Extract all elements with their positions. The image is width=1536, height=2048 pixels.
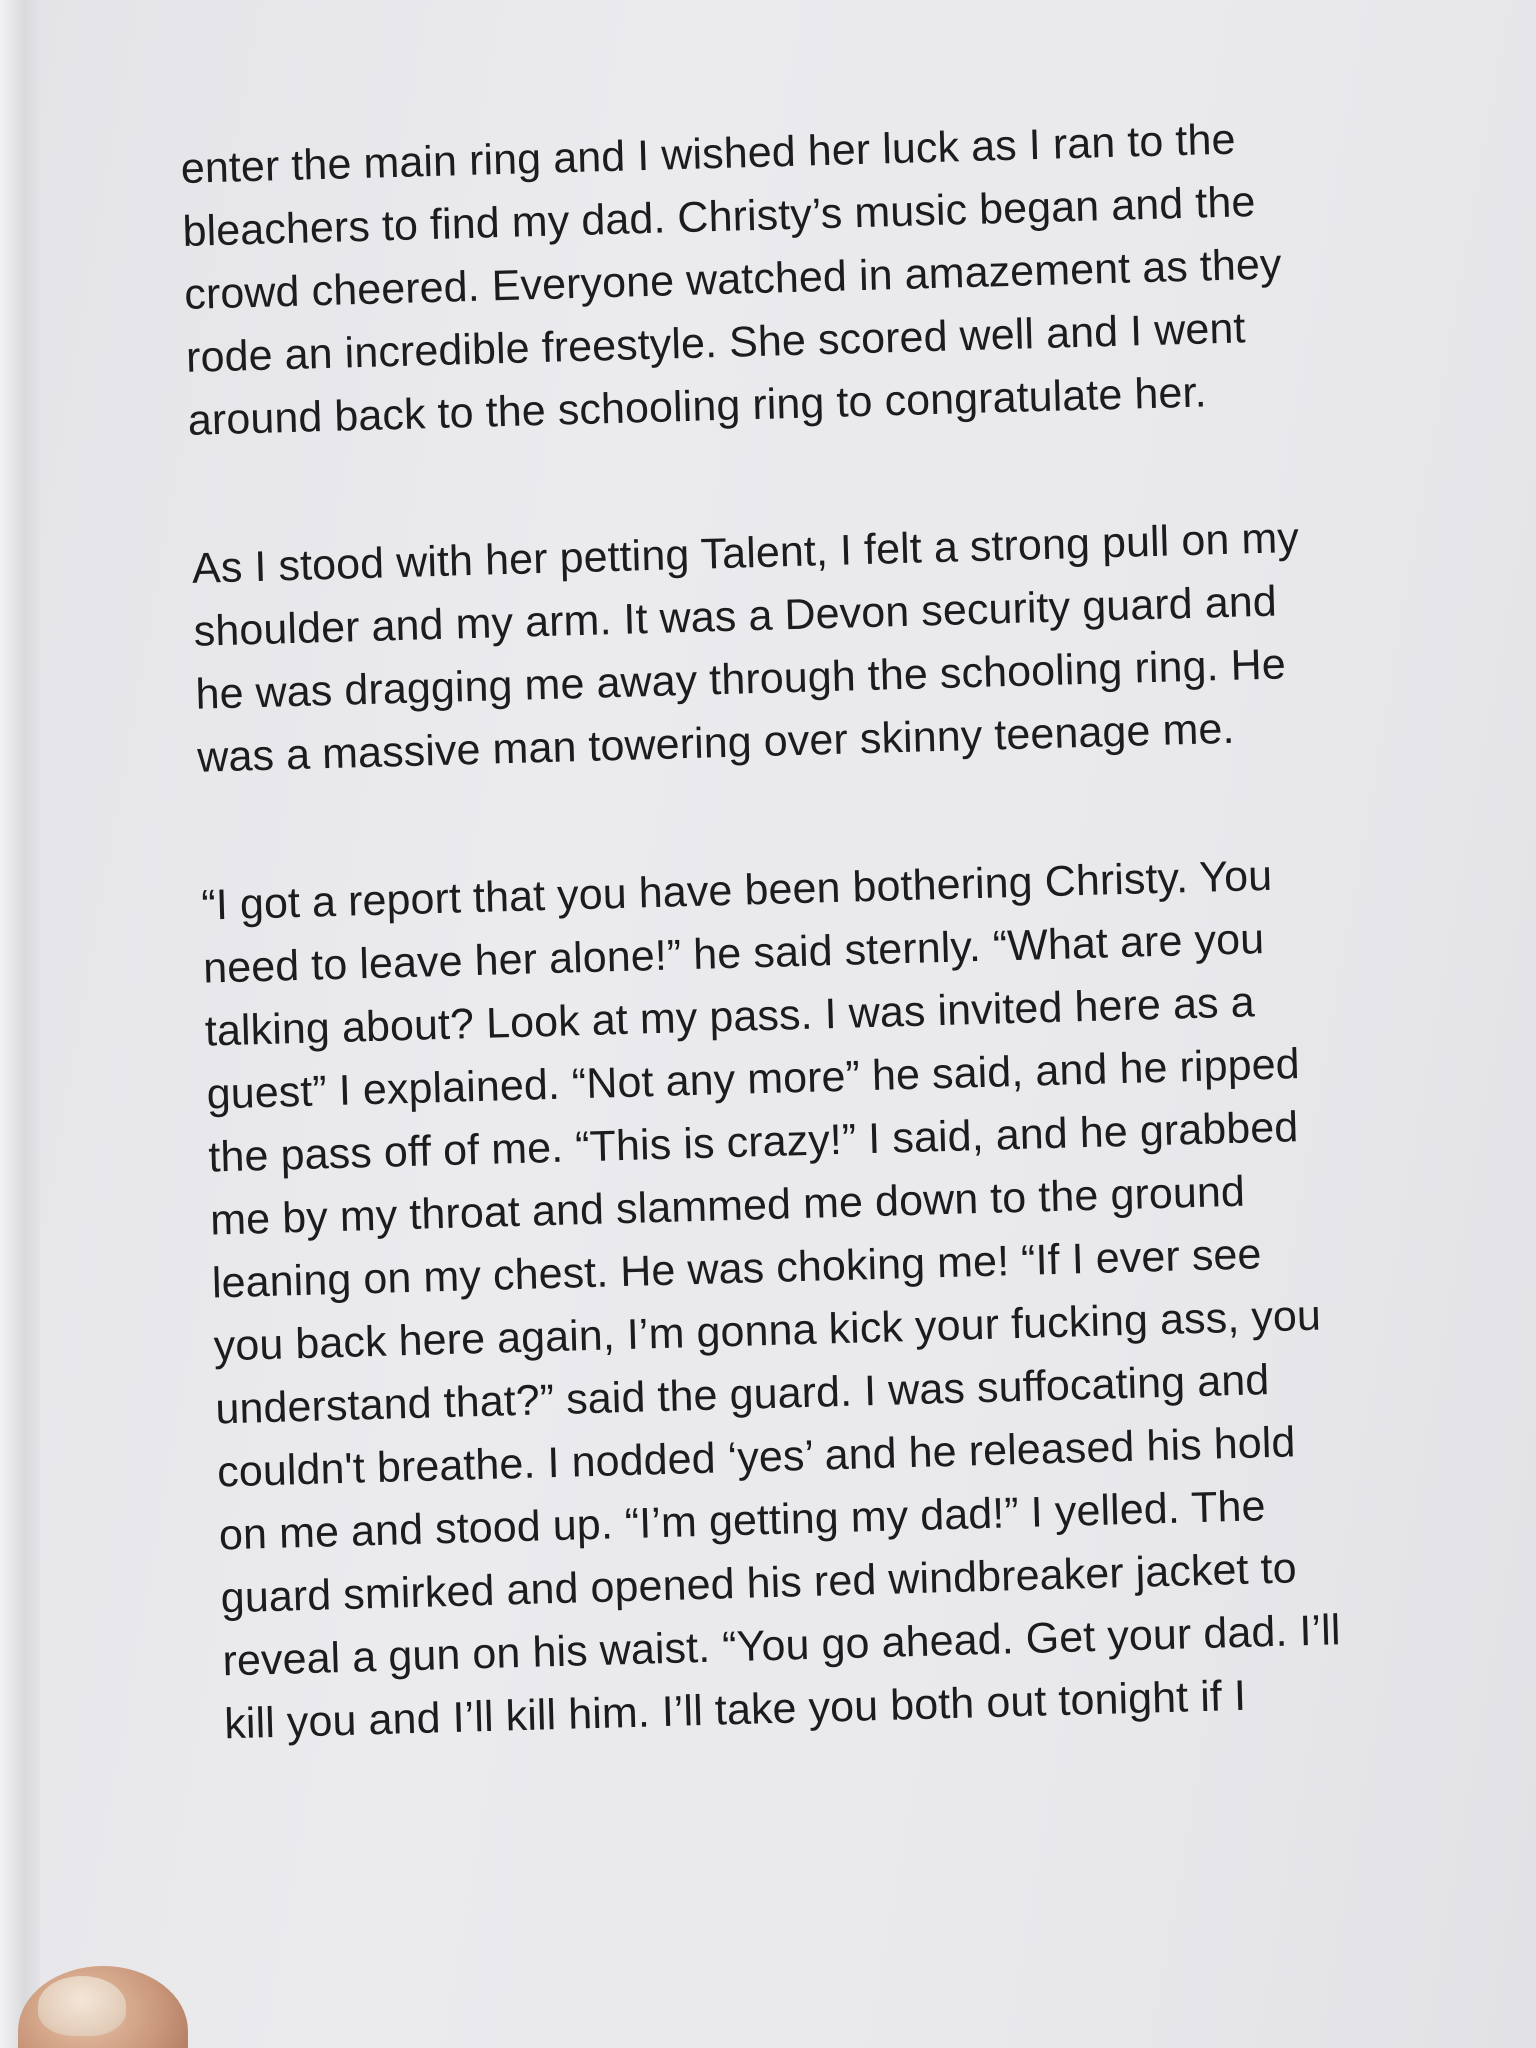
- text-line: leaning on my chest. He was choking me! “If I ever see: [211, 1230, 1263, 1308]
- text-line: As I stood with her petting Talent, I felt a strong pull on my: [191, 513, 1300, 593]
- text-line: around back to the schooling ring to congratulate her.: [187, 368, 1208, 445]
- text-line: rode an incredible freestyle. She scored well and I went: [185, 304, 1247, 382]
- text-line: couldn't breathe. I nodded ‘yes’ and he released his hold: [216, 1418, 1297, 1497]
- text-line: crowd cheered. Everyone watched in amazement as they: [183, 240, 1283, 319]
- paragraph-2: [191, 504, 1428, 790]
- text-line: “I got a report that you have been bothering Christy. You: [200, 851, 1273, 930]
- text-line: kill you and I’ll kill him. I’ll take you both out tonight if I: [223, 1671, 1247, 1749]
- text-line: guest” I explained. “Not any more” he said, and he ripped: [206, 1040, 1301, 1119]
- thumbnail-nail: [38, 1976, 126, 2036]
- text-line: guard smirked and opened his red windbreaker jacket to: [220, 1544, 1298, 1623]
- text-line: reveal a gun on his waist. “You go ahead. Get your dad. I’ll: [221, 1606, 1342, 1686]
- text-line: me by my throat and slammed me down to the ground: [209, 1167, 1246, 1245]
- text-line: was a massive man towering over skinny teenage me.: [196, 704, 1236, 782]
- text-line: talking about? Look at my pass. I was invited here as a: [204, 978, 1256, 1056]
- text-line: he was dragging me away through the schooling ring. He: [194, 640, 1287, 719]
- text-line: understand that?” said the guard. I was suffocating and: [214, 1356, 1270, 1434]
- text-line: bleachers to find my dad. Christy’s music began and the: [181, 178, 1256, 256]
- page-edge: [0, 0, 40, 2048]
- text-line: the pass off of me. “This is crazy!” I said, and he grabbed: [207, 1103, 1299, 1182]
- text-line: on me and stood up. “I’m getting my dad!” I yelled. The: [218, 1482, 1267, 1560]
- text-line: shoulder and my arm. It was a Devon security guard and: [193, 577, 1278, 656]
- text-line: need to leave her alone!” he said sternly. “What are you: [202, 915, 1265, 993]
- body-text: [180, 104, 1455, 1757]
- text-line: enter the main ring and I wished her luck as I ran to the: [180, 115, 1237, 193]
- paragraph-1: [180, 104, 1418, 453]
- paragraph-3: [201, 840, 1455, 1756]
- text-line: you back here again, I’m gonna kick your fucking ass, you: [213, 1291, 1322, 1371]
